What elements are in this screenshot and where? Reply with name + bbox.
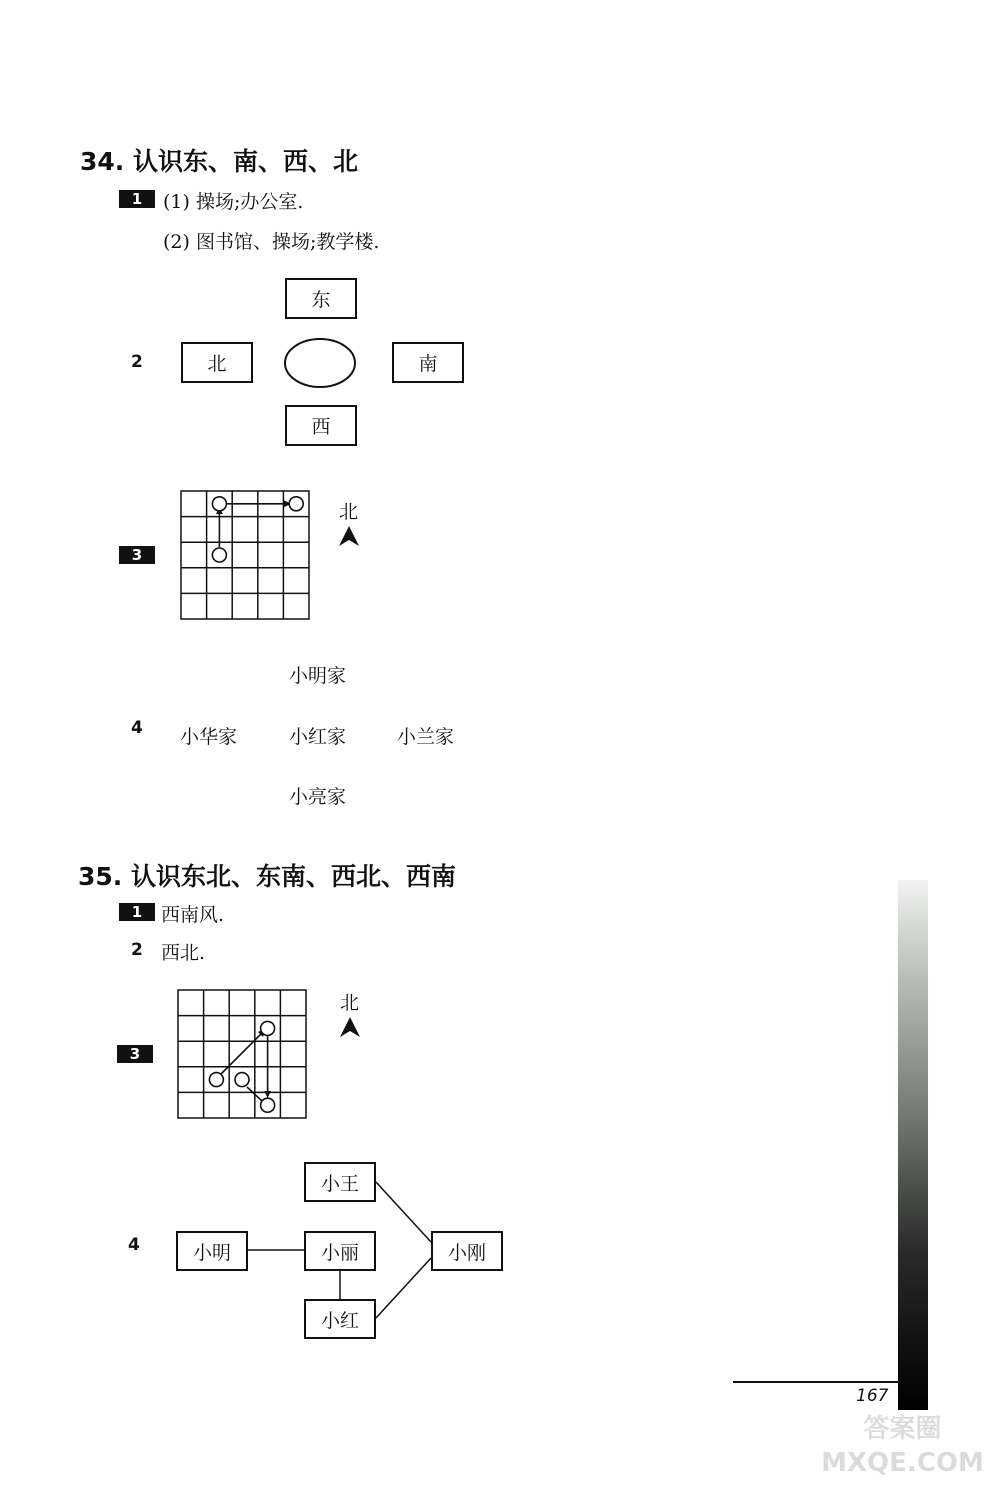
s35-q2-answer: 西北. — [161, 942, 206, 964]
footer-rule — [733, 1381, 899, 1383]
page-edge-shading — [898, 880, 928, 1410]
north-arrow-icon — [338, 525, 360, 547]
s34-q3-badge: 3 — [119, 546, 155, 564]
section-35-title: 35. 认识东北、东南、西北、西南 — [78, 862, 456, 891]
home-xiaoliang: 小亮家 — [289, 786, 347, 808]
box-south: 南 — [392, 342, 464, 383]
s34-q4-number: 4 — [131, 718, 143, 738]
box-xiaoli: 小丽 — [304, 1231, 376, 1271]
box-east: 东 — [285, 278, 357, 319]
box-xiaogang: 小刚 — [431, 1231, 503, 1271]
page-number: 167 — [856, 1386, 889, 1406]
center-ellipse — [282, 336, 358, 390]
box-xiaohong: 小红 — [304, 1299, 376, 1339]
box-west: 西 — [285, 405, 357, 446]
s34-q2-number: 2 — [131, 352, 143, 372]
s34-q1-line2: (2) 图书馆、操场;教学楼. — [163, 231, 380, 253]
box-xiaowang: 小王 — [304, 1162, 376, 1202]
s34-q1-badge: 1 — [119, 190, 155, 208]
box-north: 北 — [181, 342, 253, 383]
s35-q3-badge: 3 — [117, 1045, 153, 1063]
s35-q1-answer: 西南风. — [161, 904, 225, 926]
home-xiaolan: 小兰家 — [397, 726, 455, 748]
home-xiaoming: 小明家 — [289, 665, 347, 687]
home-xiaohong: 小红家 — [289, 726, 347, 748]
s35-q4-number: 4 — [128, 1235, 140, 1255]
watermark: 答案圈 MXQE.COM — [821, 1414, 984, 1478]
section-34-title: 34. 认识东、南、西、北 — [80, 147, 358, 176]
s35-q3-grid — [175, 987, 311, 1123]
box-xiaoming: 小明 — [176, 1231, 248, 1271]
s34-q1-line1: (1) 操场;办公室. — [163, 191, 304, 213]
s34-q3-north-label: 北 — [339, 501, 359, 523]
home-xiaohua: 小华家 — [180, 726, 238, 748]
s35-q3-north-label: 北 — [340, 992, 360, 1014]
s35-q1-badge: 1 — [119, 903, 155, 921]
s35-q2-number: 2 — [131, 940, 143, 960]
north-arrow-icon — [339, 1016, 361, 1038]
s34-q3-grid — [178, 488, 314, 624]
